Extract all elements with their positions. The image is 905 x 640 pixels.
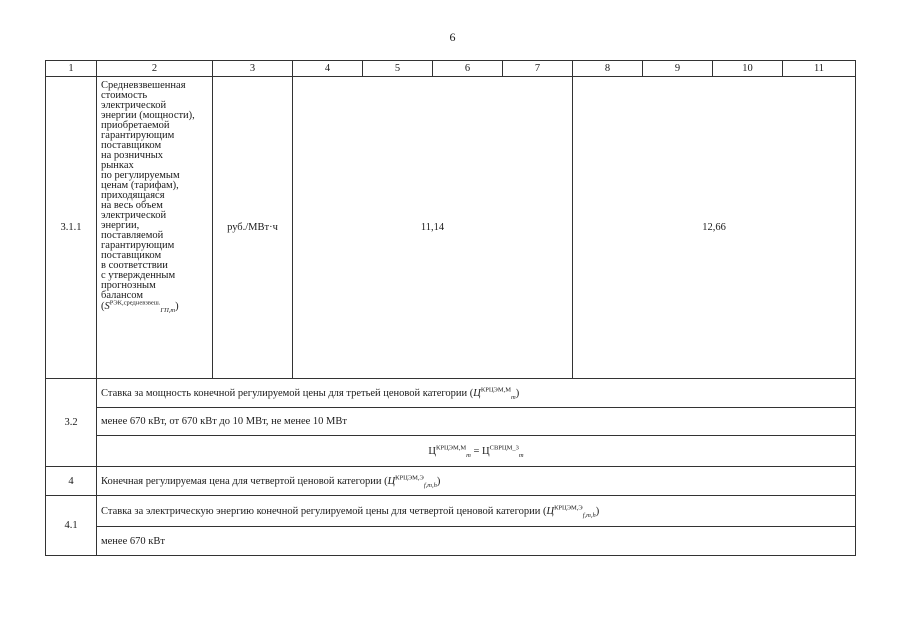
description-line: приходящаяся xyxy=(101,190,165,201)
symbol-superscript: КРЦЭМ,Э xyxy=(395,474,424,481)
symbol-base: Ц xyxy=(546,505,555,517)
price-symbol xyxy=(101,299,209,315)
description-line: гарантирующим xyxy=(101,240,175,251)
value-second-half: 12,66 xyxy=(573,77,856,379)
description-line: приобретаемой xyxy=(101,120,170,131)
header-cell: 9 xyxy=(643,61,713,77)
page-number: 6 xyxy=(449,30,456,44)
formula-rhs-sub: m xyxy=(518,451,524,459)
formula-lhs-base: Ц xyxy=(428,445,437,457)
table-row-3-2-range xyxy=(46,408,856,436)
symbol-base: Ц xyxy=(387,475,396,487)
symbol-subscript: ГП,m xyxy=(160,307,176,315)
description-line: балансом xyxy=(101,290,143,301)
description-line: в соответствии xyxy=(101,260,168,271)
header-cell: 2 xyxy=(97,61,213,77)
row-number: 3.2 xyxy=(46,379,97,467)
description-line: ценам (тарифам), xyxy=(101,180,179,191)
formula-lhs-sup: КРЦЭМ,М xyxy=(436,444,467,451)
power-range: менее 670 кВт xyxy=(97,527,856,556)
table-row-3-2-formula xyxy=(46,436,856,467)
description-line: прогнозным xyxy=(101,280,156,291)
symbol-superscript: РЭК,средневзвеш. xyxy=(109,299,161,307)
formula-rhs-base: Ц xyxy=(482,445,490,457)
symbol-superscript: КРЦЭМ,Э xyxy=(554,504,583,511)
header-row xyxy=(46,61,856,77)
description-line: электрической xyxy=(101,210,167,221)
paren-close: ) xyxy=(515,387,520,399)
description-line: Средневзвешенная xyxy=(101,80,186,91)
row-number: 4.1 xyxy=(46,496,97,556)
description-line: поставщиком xyxy=(101,140,162,151)
row-title xyxy=(97,496,856,527)
header-cell: 5 xyxy=(363,61,433,77)
header-cell: 8 xyxy=(573,61,643,77)
paren-close: ) xyxy=(436,475,441,487)
header-cell: 4 xyxy=(293,61,363,77)
formula-rhs-sup: СВРЦМ_3 xyxy=(489,444,519,451)
table-row-4 xyxy=(46,467,856,496)
formula-lhs-sub: m xyxy=(466,451,471,459)
paren-close: ) xyxy=(595,505,600,517)
row-title xyxy=(97,467,856,496)
description-line: поставляемой xyxy=(101,230,164,241)
description-line: электрической xyxy=(101,100,167,111)
symbol-subscript: f,m,h xyxy=(582,511,596,519)
description-line: гарантирующим xyxy=(101,130,175,141)
row-description xyxy=(97,77,213,379)
row-number: 3.1.1 xyxy=(46,77,97,379)
description-lines xyxy=(101,81,209,301)
table-row-4-1-range xyxy=(46,527,856,556)
table-row-4-1 xyxy=(46,496,856,527)
description-line: с утвержденным xyxy=(101,270,176,281)
header-cell: 11 xyxy=(783,61,856,77)
paren-open: ( xyxy=(101,301,105,312)
power-range: менее 670 кВт, от 670 кВт до 10 МВт, не менее 10 МВт xyxy=(97,408,856,436)
row-number: 4 xyxy=(46,467,97,496)
description-line: стоимость xyxy=(101,90,148,101)
symbol-subscript: m xyxy=(511,393,516,401)
header-cell: 1 xyxy=(46,61,97,77)
title-text: Ставка за электрическую энергию конечной регулируемой цены для четвертой ценовой категории ( xyxy=(101,505,547,517)
symbol-base: Ц xyxy=(473,387,481,399)
formula xyxy=(97,436,856,467)
description-line: энергии (мощности), xyxy=(101,110,195,121)
description-line: энергии, xyxy=(101,220,140,231)
description-line: рынках xyxy=(101,160,134,171)
value-first-half: 11,14 xyxy=(293,77,573,379)
tariff-table xyxy=(45,60,856,556)
symbol-subscript: f,m,h xyxy=(423,481,437,489)
symbol-superscript: КРЦЭМ,М xyxy=(480,386,512,393)
paren-close: ) xyxy=(175,301,179,312)
title-text: Ставка за мощность конечной регулируемой цены для третьей ценовой категории ( xyxy=(101,387,474,399)
header-cell: 6 xyxy=(433,61,503,77)
header-cell: 7 xyxy=(503,61,573,77)
description-line: на весь объем xyxy=(101,200,163,211)
description-line: поставщиком xyxy=(101,250,162,261)
formula-equals: = xyxy=(473,445,480,457)
table-row-3-2 xyxy=(46,379,856,408)
table-row-3-1-1 xyxy=(46,77,856,379)
description-line: на розничных xyxy=(101,150,163,161)
title-text: Конечная регулируемая цена для четвертой ценовой категории ( xyxy=(101,475,388,487)
row-unit: руб./МВт·ч xyxy=(213,77,293,379)
symbol-base: S xyxy=(104,301,110,312)
header-cell: 10 xyxy=(713,61,783,77)
row-title xyxy=(97,379,856,408)
description-line: по регулируемым xyxy=(101,170,180,181)
header-cell: 3 xyxy=(213,61,293,77)
